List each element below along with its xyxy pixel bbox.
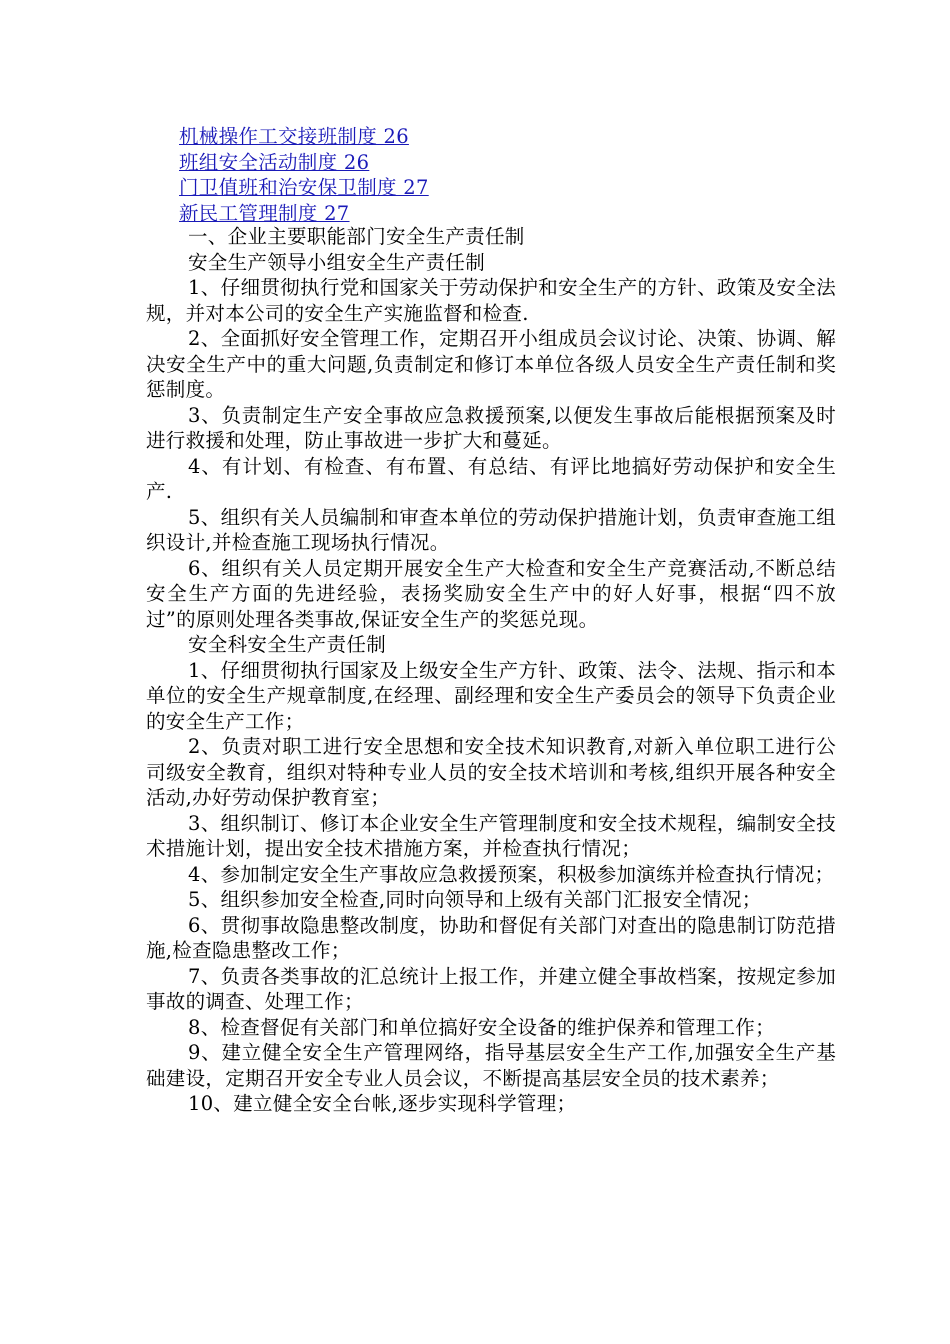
- paragraph: 1、仔细贯彻执行国家及上级安全生产方针、政策、法令、法规、指示和本单位的安全生产规章制度,在经理、副经理和安全生产委员会的领导下负责企业的安全生产工作；: [146, 658, 836, 733]
- paragraph: 10、建立健全安全台帐,逐步实现科学管理；: [188, 1092, 577, 1115]
- paragraph: 5、组织参加安全检查,同时向领导和上级有关部门汇报安全情况；: [188, 888, 762, 911]
- section-title: 一、企业主要职能部门安全生产责任制: [188, 225, 525, 248]
- toc-link[interactable]: 机械操作工交接班制度 26: [179, 125, 409, 148]
- toc-link[interactable]: 新民工管理制度 27: [179, 201, 350, 225]
- document-body: [146, 224, 836, 1117]
- table-of-contents: [179, 124, 429, 226]
- paragraph: 1、仔细贯彻执行党和国家关于劳动保护和安全生产的方针、政策及安全法规，并对本公司的安全生产实施监督和检查.: [146, 276, 836, 325]
- paragraph: 6、贯彻事故隐患整改制度，协助和督促有关部门对查出的隐患制订防范措施,检查隐患整改工作；: [146, 913, 836, 962]
- toc-link[interactable]: 班组安全活动制度 26: [179, 150, 370, 174]
- paragraph: 4、参加制定安全生产事故应急救援预案，积极参加演练并检查执行情况；: [188, 862, 835, 886]
- paragraph: 7、负责各类事故的汇总统计上报工作，并建立健全事故档案，按规定参加事故的调查、处理工作；: [146, 964, 836, 1013]
- paragraph: 5、组织有关人员编制和审查本单位的劳动保护措施计划，负责审查施工组织设计,并检查施工现场执行情况。: [146, 505, 836, 554]
- paragraph: 2、负责对职工进行安全思想和安全技术知识教育,对新入单位职工进行公司级安全教育，组织对特种专业人员的安全技术培训和考核,组织开展各种安全活动,办好劳动保护教育室；: [146, 735, 836, 809]
- paragraph: 4、有计划、有检查、有布置、有总结、有评比地搞好劳动保护和安全生产.: [146, 454, 836, 503]
- paragraph: 3、组织制订、修订本企业安全生产管理制度和安全技术规程，编制安全技术措施计划，提出安全技术措施方案，并检查执行情况；: [146, 811, 836, 860]
- paragraph: 6、组织有关人员定期开展安全生产大检查和安全生产竞赛活动,不断总结安全生产方面的先进经验，表扬奖励安全生产中的好人好事，根据“四不放过”的原则处理各类事故,保证安全生产的奖惩兑现。: [146, 556, 836, 631]
- paragraph: 9、建立健全安全生产管理网络，指导基层安全生产工作,加强安全生产基础建设，定期召开安全专业人员会议，不断提高基层安全员的技术素养；: [146, 1041, 836, 1090]
- subsection-title: 安全科安全生产责任制: [188, 633, 387, 656]
- subsection-title: 安全生产领导小组安全生产责任制: [188, 250, 486, 274]
- toc-link[interactable]: 门卫值班和治安保卫制度 27: [179, 176, 429, 199]
- paragraph: 8、检查督促有关部门和单位搞好安全设备的维护保养和管理工作；: [188, 1015, 775, 1039]
- paragraph: 2、全面抓好安全管理工作，定期召开小组成员会议讨论、决策、协调、解决安全生产中的重大问题,负责制定和修订本单位各级人员安全生产责任制和奖惩制度。: [146, 327, 836, 401]
- paragraph: 3、负责制定生产安全事故应急救援预案,以便发生事故后能根据预案及时进行救援和处理，防止事故进一步扩大和蔓延。: [146, 403, 836, 452]
